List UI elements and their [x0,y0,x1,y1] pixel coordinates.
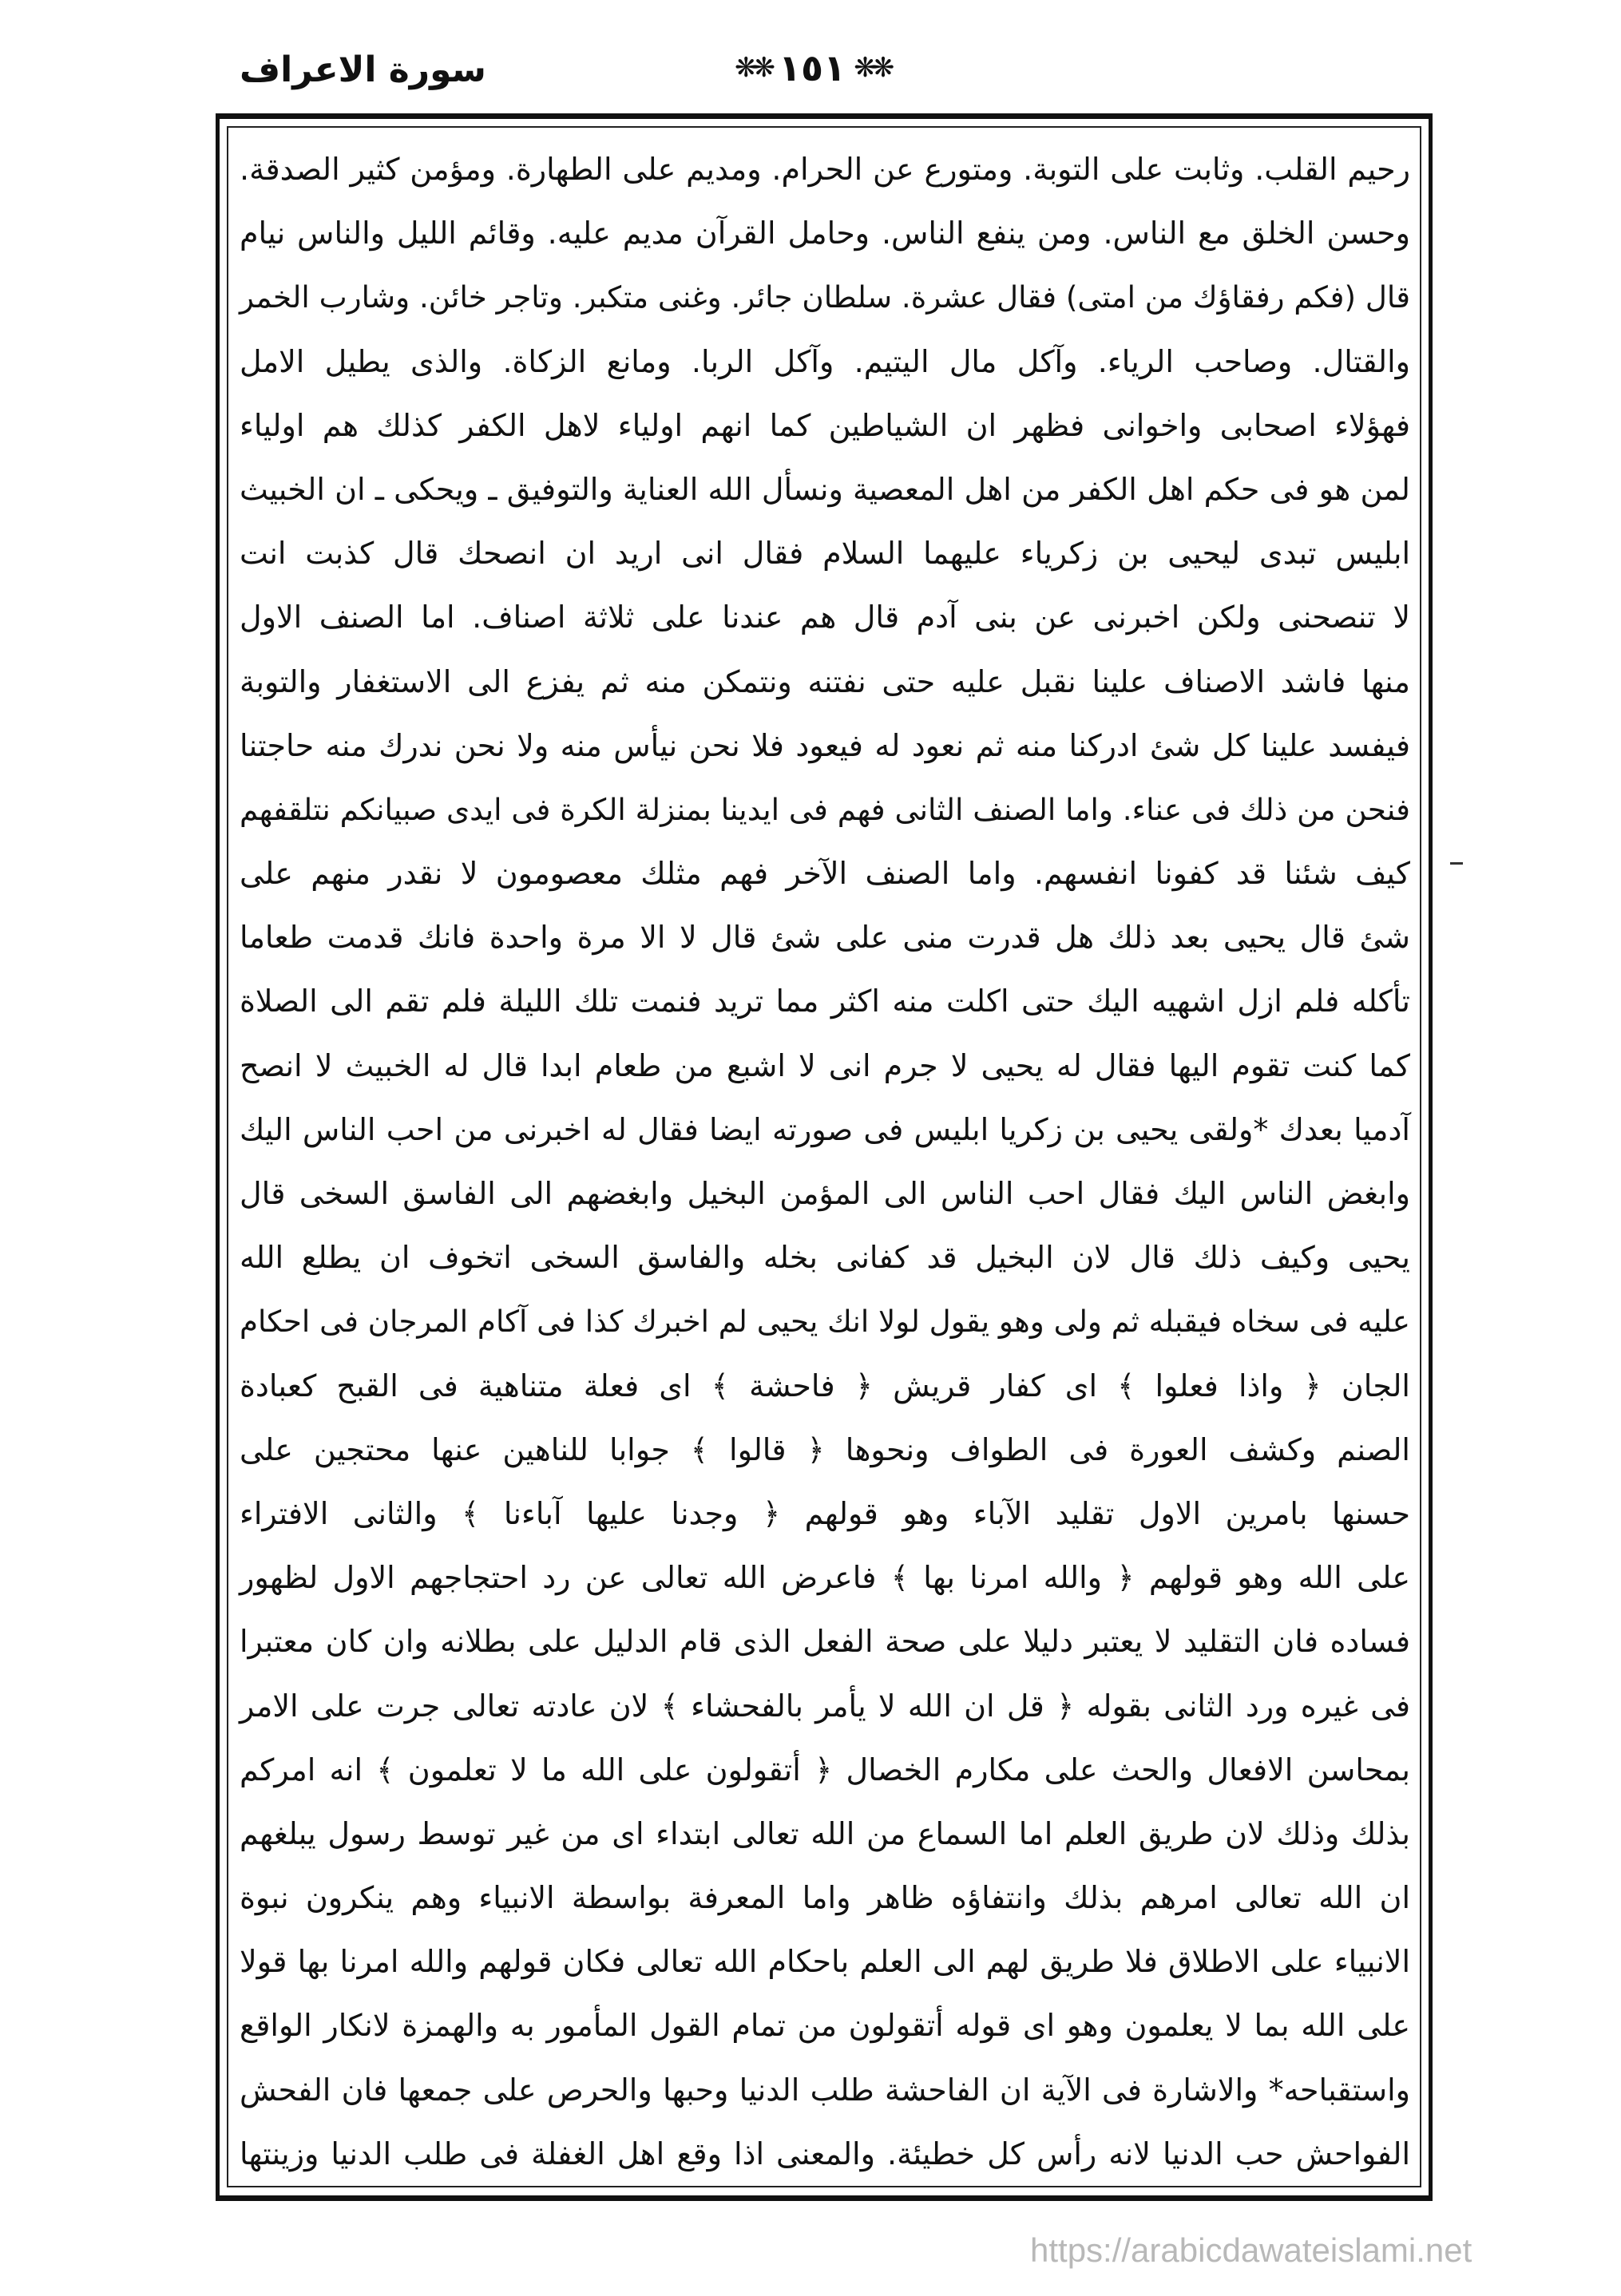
text-line: الصنم وكشف العورة فى الطواف ونحوها ﴿ قالوا ﴾ جوابا للناهين عنها محتجين على [240,1431,1410,1467]
page-number-header [735,46,890,89]
margin-mark [1450,862,1463,865]
text-line: فنحن من ذلك فى عناء. واما الصنف الثانى فهم فى ايدينا بمنزلة الكرة فى ايدى صبيانكم نتلقفهم [239,791,1410,827]
text-line: فيفسد علينا كل شئ ادركنا منه ثم نعود له فيعود فلا نحن نيأس منه ولا نحن ندرك منه حاجتنا [240,727,1410,763]
text-line: منها فاشد الاصناف علينا نقبل عليه حتى نفتنه ونتمكن منه ثم يفزع الى الاستغفار والتوبة [240,663,1410,699]
text-line: لمن هو فى حكم اهل الكفر من اهل المعصية ونسأل الله العناية والتوفيق ـ ويحكى ـ ان الخبيث [240,471,1410,507]
text-line: فى غيره ورد الثانى بقوله ﴿ قل ان الله لا يأمر بالفحشاء ﴾ لان عادته تعالى جرت على الامر [240,1688,1410,1724]
text-line: يحيى وكيف ذلك قال لان البخيل قد كفانى بخله والفاسق السخى اتخوف ان يطلع الله [240,1240,1410,1276]
text-line: فهؤلاء اصحابى واخوانى فظهر ان الشياطين كما انهم اولياء لاهل الكفر كذلك هم اولياء [240,407,1410,443]
text-line: الانبياء على الاطلاق فلا طريق لهم الى العلم باحكام الله تعالى فكان قولهم والله امرنا بها قولا [240,1944,1410,1980]
text-line: لا تنصحنى ولكن اخبرنى عن بنى آدم قال هم عندنا على ثلاثة اصناف. اما الصنف الاول [240,600,1410,635]
text-line: والقتال. وصاحب الرياء. وآكل مال اليتيم. وآكل الربا. ومانع الزكاة. والذى يطيل الامل [240,343,1410,379]
text-line: وابغض الناس اليك فقال احب الناس الى المؤمن البخيل وابغضهم الى الفاسق السخى قال [240,1176,1410,1211]
ornament-left-icon: ❋❋ [854,52,890,84]
text-line: الفواحش حب الدنيا لانه رأس كل خطيئة. والمعنى اذا وقع اهل الغفلة فى طلب الدنيا وزينتها [240,2136,1410,2171]
text-line: آدميا بعدك *ولقى يحيى بن زكريا ابليس فى صورته ايضا فقال له اخبرنى من احب الناس اليك [240,1111,1410,1147]
body-text [240,137,1410,2186]
text-line: وحسن الخلق مع الناس. ومن ينفع الناس. وحامل القرآن مديم عليه. وقائم الليل والناس نيام [240,216,1410,251]
text-line: واستقباحه* والاشارة فى الآية ان الفاحشة طلب الدنيا وحبها والحرص على جمعها فان الفحش [240,2072,1410,2108]
text-line: عليه فى سخاه فيقبله ثم ولى وهو يقول لولا انك يحيى لم اخبرك كذا فى آكام المرجان فى احكام [240,1304,1410,1340]
text-line: كيف شئنا قد كفونا انفسهم. واما الصنف الآخر فهم مثلك معصومون لا نقدر منهم على [240,856,1410,892]
text-line: على الله وهو قولهم ﴿ والله امرنا بها ﴾ فاعرض الله تعالى عن رد احتجاجهم الاول لظهور [240,1560,1410,1596]
surah-title: سورة الاعراف [240,49,486,90]
watermark: https://arabicdawateislami.net [1030,2231,1472,2269]
text-line: حسنها بامرين الاول تقليد الآباء وهو قولهم ﴿ وجدنا عليها آباءنا ﴾ والثانى الافتراء [240,1495,1410,1531]
text-line: رحيم القلب. وثابت على التوبة. ومتورع عن الحرام. ومديم على الطهارة. ومؤمن كثير الصدقة. [240,152,1410,187]
text-line: ابليس تبدى ليحيى بن زكرياء عليهما السلام فقال انى اريد ان انصحك قال كذبت انت [240,536,1410,572]
text-line: قال (فكم رفقاؤك من امتى) فقال عشرة. سلطان جائر. وغنى متكبر. وتاجر خائن. وشارب الخمر [240,279,1410,315]
text-line: ان الله تعالى امرهم بذلك وانتفاؤه ظاهر واما المعرفة بواسطة الانبياء وهم ينكرون نبوة [240,1880,1410,1916]
text-line: تأكله فلم ازل اشهيه اليك حتى اكلت منه اكثر مما تريد فنمت تلك الليلة فلم تقم الى الصلاة [240,984,1410,1019]
text-line: على الله بما لا يعلمون وهو اى قوله أتقولون من تمام القول المأمور به والهمزة لانكار الواقع [240,2008,1410,2044]
text-line: بذلك وذلك لان طريق العلم اما السماع من الله تعالى ابتداء اى من غير توسط رسول يبلغهم [240,1815,1410,1851]
text-line: فساده فان التقليد لا يعتبر دليلا على صحة الفعل الذى قام الدليل على بطلانه وان كان معتبرا [240,1624,1410,1660]
text-line: شئ قال يحيى بعد ذلك هل قدرت منى على شئ قال لا الا مرة واحدة فانك قدمت طعاما [240,920,1410,956]
text-line: الجان ﴿ واذا فعلوا ﴾ اى كفار قريش ﴿ فاحشة ﴾ اى فعلة متناهية فى القبح كعبادة [240,1368,1410,1403]
text-line: بمحاسن الافعال والحث على مكارم الخصال ﴿ أتقولون على الله ما لا تعلمون ﴾ انه امركم [240,1752,1410,1787]
page-number: ١٥١ [778,46,846,89]
text-line: كما كنت تقوم اليها فقال له يحيى لا جرم انى لا اشبع من طعام ابدا قال له الخبيث لا انصح [240,1047,1410,1083]
ornament-right-icon: ❋❋ [735,52,771,84]
